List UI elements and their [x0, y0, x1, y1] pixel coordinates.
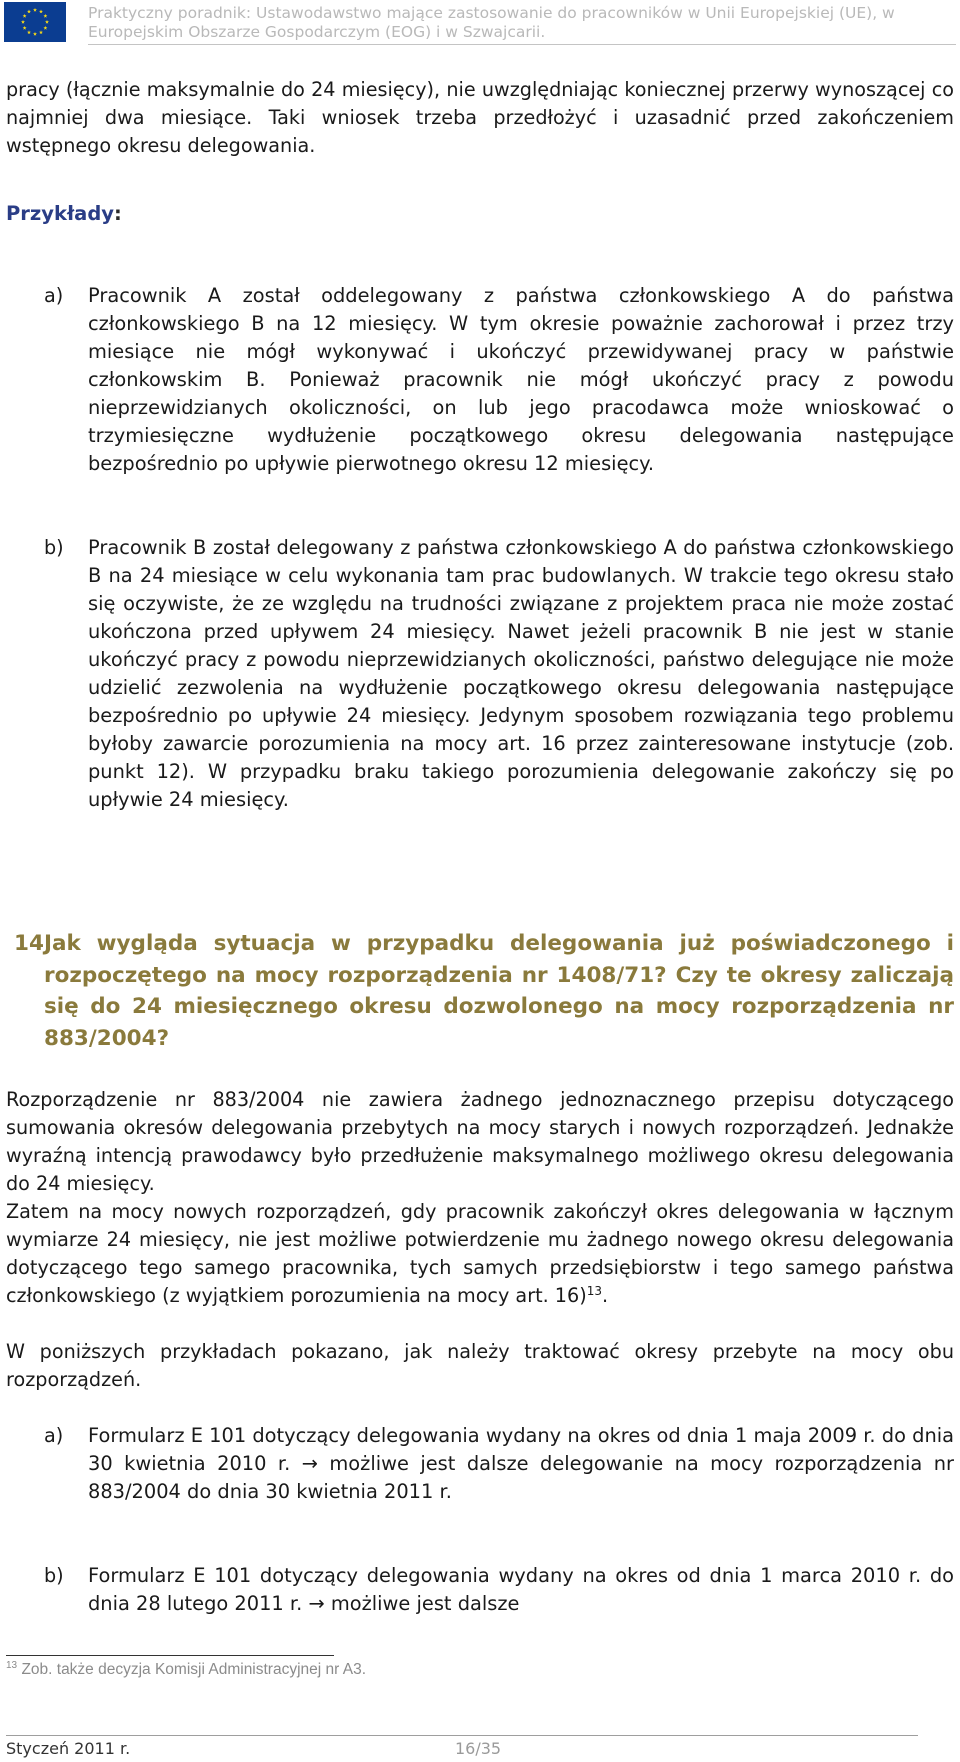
example-a-marker: a)	[44, 284, 64, 307]
example2-b-marker: b)	[44, 1564, 64, 1587]
footnote-reference: 13	[586, 1284, 602, 1298]
body-paragraph-2-end: .	[601, 1284, 609, 1307]
example2-a	[44, 1422, 954, 1506]
footer-date: Styczeń 2011 r.	[6, 1739, 131, 1758]
example-b	[44, 534, 954, 814]
header-title: Praktyczny poradnik: Ustawodawstwo mające zastosowanie do pracowników w Unii Europejskiej (UE), w Europejskim Obszarze Gospodarczym (EOG) i w Szwajcarii.	[88, 4, 895, 41]
footnote-text: Zob. także decyzja Komisji Administracyjnej nr A3.	[21, 1661, 367, 1678]
footnote-divider	[6, 1655, 334, 1656]
examples-heading	[6, 202, 122, 225]
question-heading	[14, 928, 954, 1054]
footnote-number: 13	[6, 1660, 18, 1671]
example-a	[44, 282, 954, 478]
example-b-marker: b)	[44, 536, 64, 559]
body-paragraph-2-text: Zatem na mocy nowych rozporządzeń, gdy pracownik zakończył okres delegowania w łącznym wymiarze 24 miesięcy, nie jest możliwe potwierdzenie mu żadnego nowego okresu delegowania dotyczącego tego samego pracownika, tych samych przedsiębiorstw i tego samego państwa członkowskiego (z wyjątkiem porozumienia na mocy art. 16)	[6, 1200, 954, 1307]
examples-heading-colon: :	[114, 202, 122, 225]
example2-b-text: Formularz E 101 dotyczący delegowania wydany na okres od dnia 1 marca 2010 r. do dnia 28 lutego 2011 r. → możliwe jest dalsze	[88, 1564, 954, 1615]
eu-flag-icon	[4, 2, 66, 42]
examples-heading-word: Przykłady	[6, 202, 115, 225]
footnote	[6, 1660, 366, 1679]
example-a-text: Pracownik A został oddelegowany z państwa członkowskiego A do państwa członkowskiego B na 12 miesięcy. W tym okresie poważnie zachorował i przez trzy miesiące nie mógł wykonywać i ukończyć przewidywanej pracy w państwie członkowskim B. Ponieważ pracownik nie mógł ukończyć pracy z powodu nieprzewidzianych okoliczności, on lub jego pracodawca może wnioskować o trzymiesięczne wydłużenie początkowego okresu delegowania następujące bezpośrednio po upływie pierwotnego okresu 12 miesięcy.	[88, 284, 954, 475]
example2-a-marker: a)	[44, 1424, 64, 1447]
intro-paragraph: pracy (łącznie maksymalnie do 24 miesięcy), nie uwzględniając koniecznej przerwy wynoszącej co najmniej dwa miesiące. Taki wniosek trzeba przedłożyć i uzasadnić przed zakończeniem wstępnego okresu delegowania.	[6, 78, 954, 157]
example2-a-text: Formularz E 101 dotyczący delegowania wydany na okres od dnia 1 maja 2009 r. do dnia 30 kwietnia 2010 r. → możliwe jest dalsze delegowanie na mocy rozporządzenia nr 883/2004 do dnia 30 kwietnia 2011 r.	[88, 1424, 954, 1503]
example-b-text: Pracownik B został delegowany z państwa członkowskiego A do państwa członkowskiego B na 24 miesiące w celu wykonania tam prac budowlanych. W trakcie tego okresu stało się oczywiste, że ze względu na trudności związane z projektem praca nie może zostać ukończona przed upływem 24 miesięcy. Nawet jeżeli pracownik B nie jest w stanie ukończyć pracy z powodu nieprzewidzianych okoliczności, państwo delegujące nie może udzielić zezwolenia na wydłużenie początkowego okresu delegowania następujące bezpośrednio po upływie 24 miesięcy. Jedynym sposobem rozwiązania tego problemu byłoby zawarcie porozumienia na mocy art. 16 przez zainteresowane instytucje (zob. punkt 12). W przypadku braku takiego porozumienia delegowanie zakończy się po upływie 24 miesięcy.	[88, 536, 954, 811]
question-number: 14.	[14, 931, 53, 956]
header-divider	[88, 44, 956, 45]
example2-b	[44, 1562, 954, 1618]
question-text: Jak wygląda sytuacja w przypadku delegowania już poświadczonego i rozpoczętego na mocy rozporządzenia nr 1408/71? Czy te okresy zaliczają się do 24 miesięcznego okresu dozwolonego na mocy rozporządzenia nr 883/2004?	[44, 931, 954, 1051]
page-header	[0, 0, 960, 46]
body-paragraph-2	[6, 1198, 954, 1310]
page-number: 16/35	[455, 1739, 502, 1758]
footer-divider	[6, 1735, 918, 1736]
body-paragraph-3: W poniższych przykładach pokazano, jak należy traktować okresy przebyte na mocy obu rozporządzeń.	[6, 1340, 954, 1391]
body-paragraph-1: Rozporządzenie nr 883/2004 nie zawiera żadnego jednoznacznego przepisu dotyczącego sumowania okresów delegowania przebytych na mocy starych i nowych rozporządzeń. Jednakże wyraźną intencją prawodawcy było przedłużenie maksymalnego możliwego okresu delegowania do 24 miesięcy.	[6, 1088, 954, 1195]
